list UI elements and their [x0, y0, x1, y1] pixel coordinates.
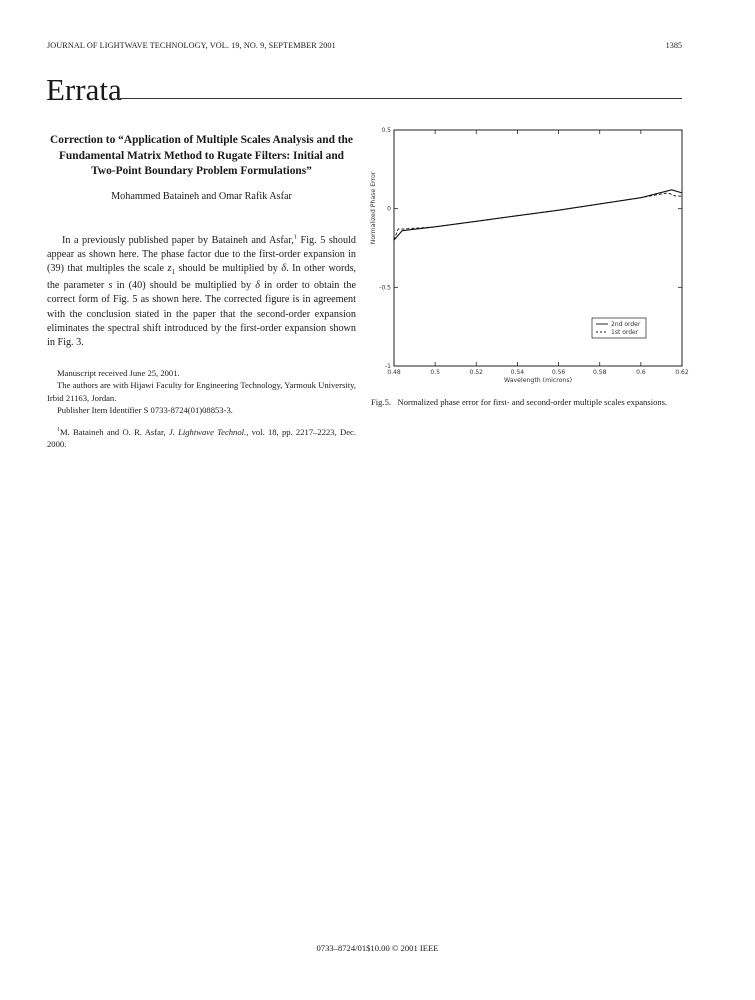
left-column — [47, 133, 356, 450]
math-delta-symbol: δ — [281, 262, 287, 274]
math-scale-symbol: z — [167, 262, 172, 274]
publisher-item-identifier: Publisher Item Identifier S 0733-8724(01)08853-3. — [57, 404, 233, 415]
footnote — [47, 426, 356, 450]
legend-label: 2nd order — [611, 321, 641, 328]
body-text-5: in (40) should be multiplied by — [112, 280, 256, 292]
math-delta-symbol: δ — [255, 280, 260, 292]
body-text-4: . In other words, the parameter — [47, 262, 356, 292]
body-text-6: in order to obtain the correct form of Fig. 5 as shown here. The corrected figure is in agreement with the conclusion stated in the paper that the second-order expansion eliminates the spectral shift introduced by the first-order expansion shown in Fig. 3. — [47, 280, 356, 348]
running-head: JOURNAL OF LIGHTWAVE TECHNOLOGY, VOL. 19, NO. 9, SEPTEMBER 2001 — [47, 41, 336, 50]
figure-5-chart — [366, 124, 691, 386]
math-scale-subscript: 1 — [171, 267, 175, 276]
figure-caption — [371, 397, 681, 409]
y-axis-label: Normalized Phase Error — [370, 171, 377, 245]
x-tick-label: 0.62 — [675, 369, 689, 376]
x-tick-label: 0.5 — [430, 369, 440, 376]
x-tick-label: 0.56 — [551, 369, 566, 376]
x-tick-label: 0.54 — [510, 369, 525, 376]
x-axis-label: Wavelength (microns) — [504, 377, 572, 384]
ref-details: , vol. 18, pp. 2217–2223, Dec. 2000. — [47, 426, 356, 450]
body-text-2: Fig. 5 should appear as shown here. The phase factor due to the first-order expansion in (39) that multiples the scale — [47, 234, 356, 274]
page-number: 1385 — [665, 41, 682, 50]
math-s-symbol: s — [108, 280, 113, 292]
section-title: Errata — [46, 72, 122, 107]
first-page-notes — [47, 367, 356, 450]
ref-journal: J. Lightwave Technol. — [168, 426, 247, 437]
x-tick-label: 0.48 — [387, 369, 401, 376]
article-title: Correction to “Application of Multiple Scales Analysis and the Fundamental Matrix Method to Rugate Filters: Initial and Two-Point Boundary Problem Formulations” — [50, 134, 353, 177]
y-tick-label: 0 — [387, 205, 391, 213]
footnote-mark: 1 — [57, 427, 60, 434]
y-tick-label: 0.5 — [381, 127, 391, 134]
author-affiliation: The authors are with Hijawi Faculty for Engineering Technology, Yarmouk University, Irbid 21163, Jordan. — [47, 380, 356, 403]
legend-label: 1st order — [611, 329, 639, 336]
caption-label: Fig.5. — [371, 397, 392, 407]
y-tick-label: -1 — [385, 363, 391, 370]
y-tick-label: -0.5 — [379, 284, 391, 292]
caption-text: Normalized phase error for first- and second-order multiple scales expansions. — [397, 397, 668, 407]
legend — [592, 318, 646, 338]
copyright-footer: 0733–8724/01$10.00 © 2001 IEEE — [316, 943, 439, 953]
x-tick-label: 0.6 — [636, 369, 646, 376]
x-tick-label: 0.58 — [593, 369, 607, 376]
body-paragraph — [47, 234, 356, 351]
section-rule — [120, 98, 682, 99]
manuscript-received: Manuscript received June 25, 2001. — [57, 368, 180, 379]
footnote-ref: 1 — [293, 233, 298, 241]
article-authors: Mohammed Bataineh and Omar Rafik Asfar — [111, 190, 292, 202]
x-tick-label: 0.52 — [469, 369, 483, 376]
body-text-1: In a previously published paper by Bataineh and Asfar, — [62, 234, 294, 246]
chart-svg — [366, 124, 691, 386]
ref-authors: M. Bataineh and O. R. Asfar, — [60, 426, 169, 437]
body-text-3: should be multiplied by — [174, 262, 282, 274]
